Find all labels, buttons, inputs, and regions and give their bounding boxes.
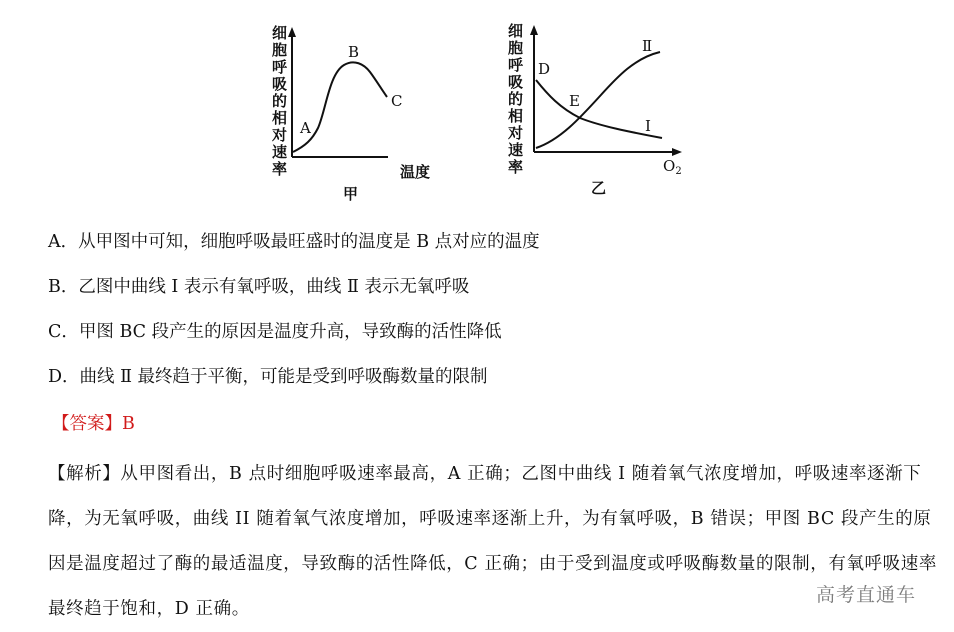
jia-ylabel-char: 胞 (272, 41, 288, 59)
yi-curve-ii-label: Ⅱ (642, 37, 653, 55)
yi-ylabel-char: 相 (508, 107, 524, 125)
figure-jia (271, 24, 430, 203)
yi-x-axis-arrow (672, 148, 682, 156)
yi-y-axis-label (507, 22, 524, 176)
yi-ylabel-char: 率 (508, 158, 524, 176)
jia-point-a-label: A (300, 119, 311, 137)
yi-caption: 乙 (591, 179, 607, 197)
jia-ylabel-char: 呼 (272, 58, 288, 76)
yi-ylabel-char: 的 (508, 90, 524, 108)
yi-ylabel-char: 细 (508, 22, 524, 40)
jia-ylabel-char: 率 (272, 160, 288, 178)
option-d: D．曲线 Ⅱ 最终趋于平衡，可能是受到呼吸酶数量的限制 (48, 367, 488, 387)
jia-ylabel-char: 细 (272, 24, 288, 42)
yi-ylabel-char: 速 (508, 141, 524, 159)
yi-x-axis-label-sub: 2 (675, 166, 682, 177)
option-b: B．乙图中曲线 I 表示有氧呼吸，曲线 Ⅱ 表示无氧呼吸 (48, 277, 470, 297)
figure-yi (507, 22, 682, 197)
yi-ylabel-char: 呼 (508, 56, 524, 74)
jia-caption: 甲 (343, 185, 359, 203)
yi-point-e-label: E (569, 92, 580, 110)
jia-ylabel-char: 吸 (272, 75, 288, 93)
jia-ylabel-char: 相 (272, 109, 288, 127)
yi-x-axis-label (663, 157, 682, 177)
jia-y-axis-label (271, 24, 288, 178)
watermark: 高考直通车 (816, 584, 917, 606)
jia-curve (293, 62, 387, 152)
jia-ylabel-char: 对 (272, 126, 288, 144)
yi-ylabel-char: 胞 (508, 39, 524, 57)
jia-x-axis-label: 温度 (400, 163, 431, 181)
answer-line: 【答案】B (52, 414, 135, 434)
jia-ylabel-char: 速 (272, 143, 288, 161)
yi-ylabel-char: 吸 (508, 73, 524, 91)
yi-x-axis-label-main: O (663, 157, 676, 175)
option-c: C．甲图 BC 段产生的原因是温度升高，导致酶的活性降低 (48, 322, 502, 342)
option-a: A．从甲图中可知，细胞呼吸最旺盛时的温度是 B 点对应的温度 (48, 232, 540, 252)
figures-area (0, 0, 954, 210)
figures-svg (0, 0, 954, 210)
yi-curve-i-label: I (645, 117, 651, 135)
jia-y-axis-arrow (288, 27, 296, 37)
jia-point-c-label: C (391, 92, 403, 110)
jia-ylabel-char: 的 (272, 92, 288, 110)
yi-y-axis-arrow (530, 25, 538, 35)
analysis-paragraph: 【解析】从甲图看出，B 点时细胞呼吸速率最高，A 正确；乙图中曲线 I 随着氧气浓度增加，呼吸速率逐渐下降，为无氧呼吸，曲线 II 随着氧气浓度增加，呼吸速率逐渐上升，为有氧呼吸，B 错误；甲图 BC 段产生的原因是温度超过了酶的最适温度，导致酶的活性降低，C 正确；由于受到温度或呼吸酶数量的限制，有氧呼吸速率最终趋于饱和，D 正确。 (48, 464, 937, 619)
jia-point-b-label: B (348, 43, 360, 61)
yi-point-d-label: D (538, 60, 551, 78)
yi-curve-i (536, 80, 662, 138)
yi-ylabel-char: 对 (508, 124, 524, 142)
